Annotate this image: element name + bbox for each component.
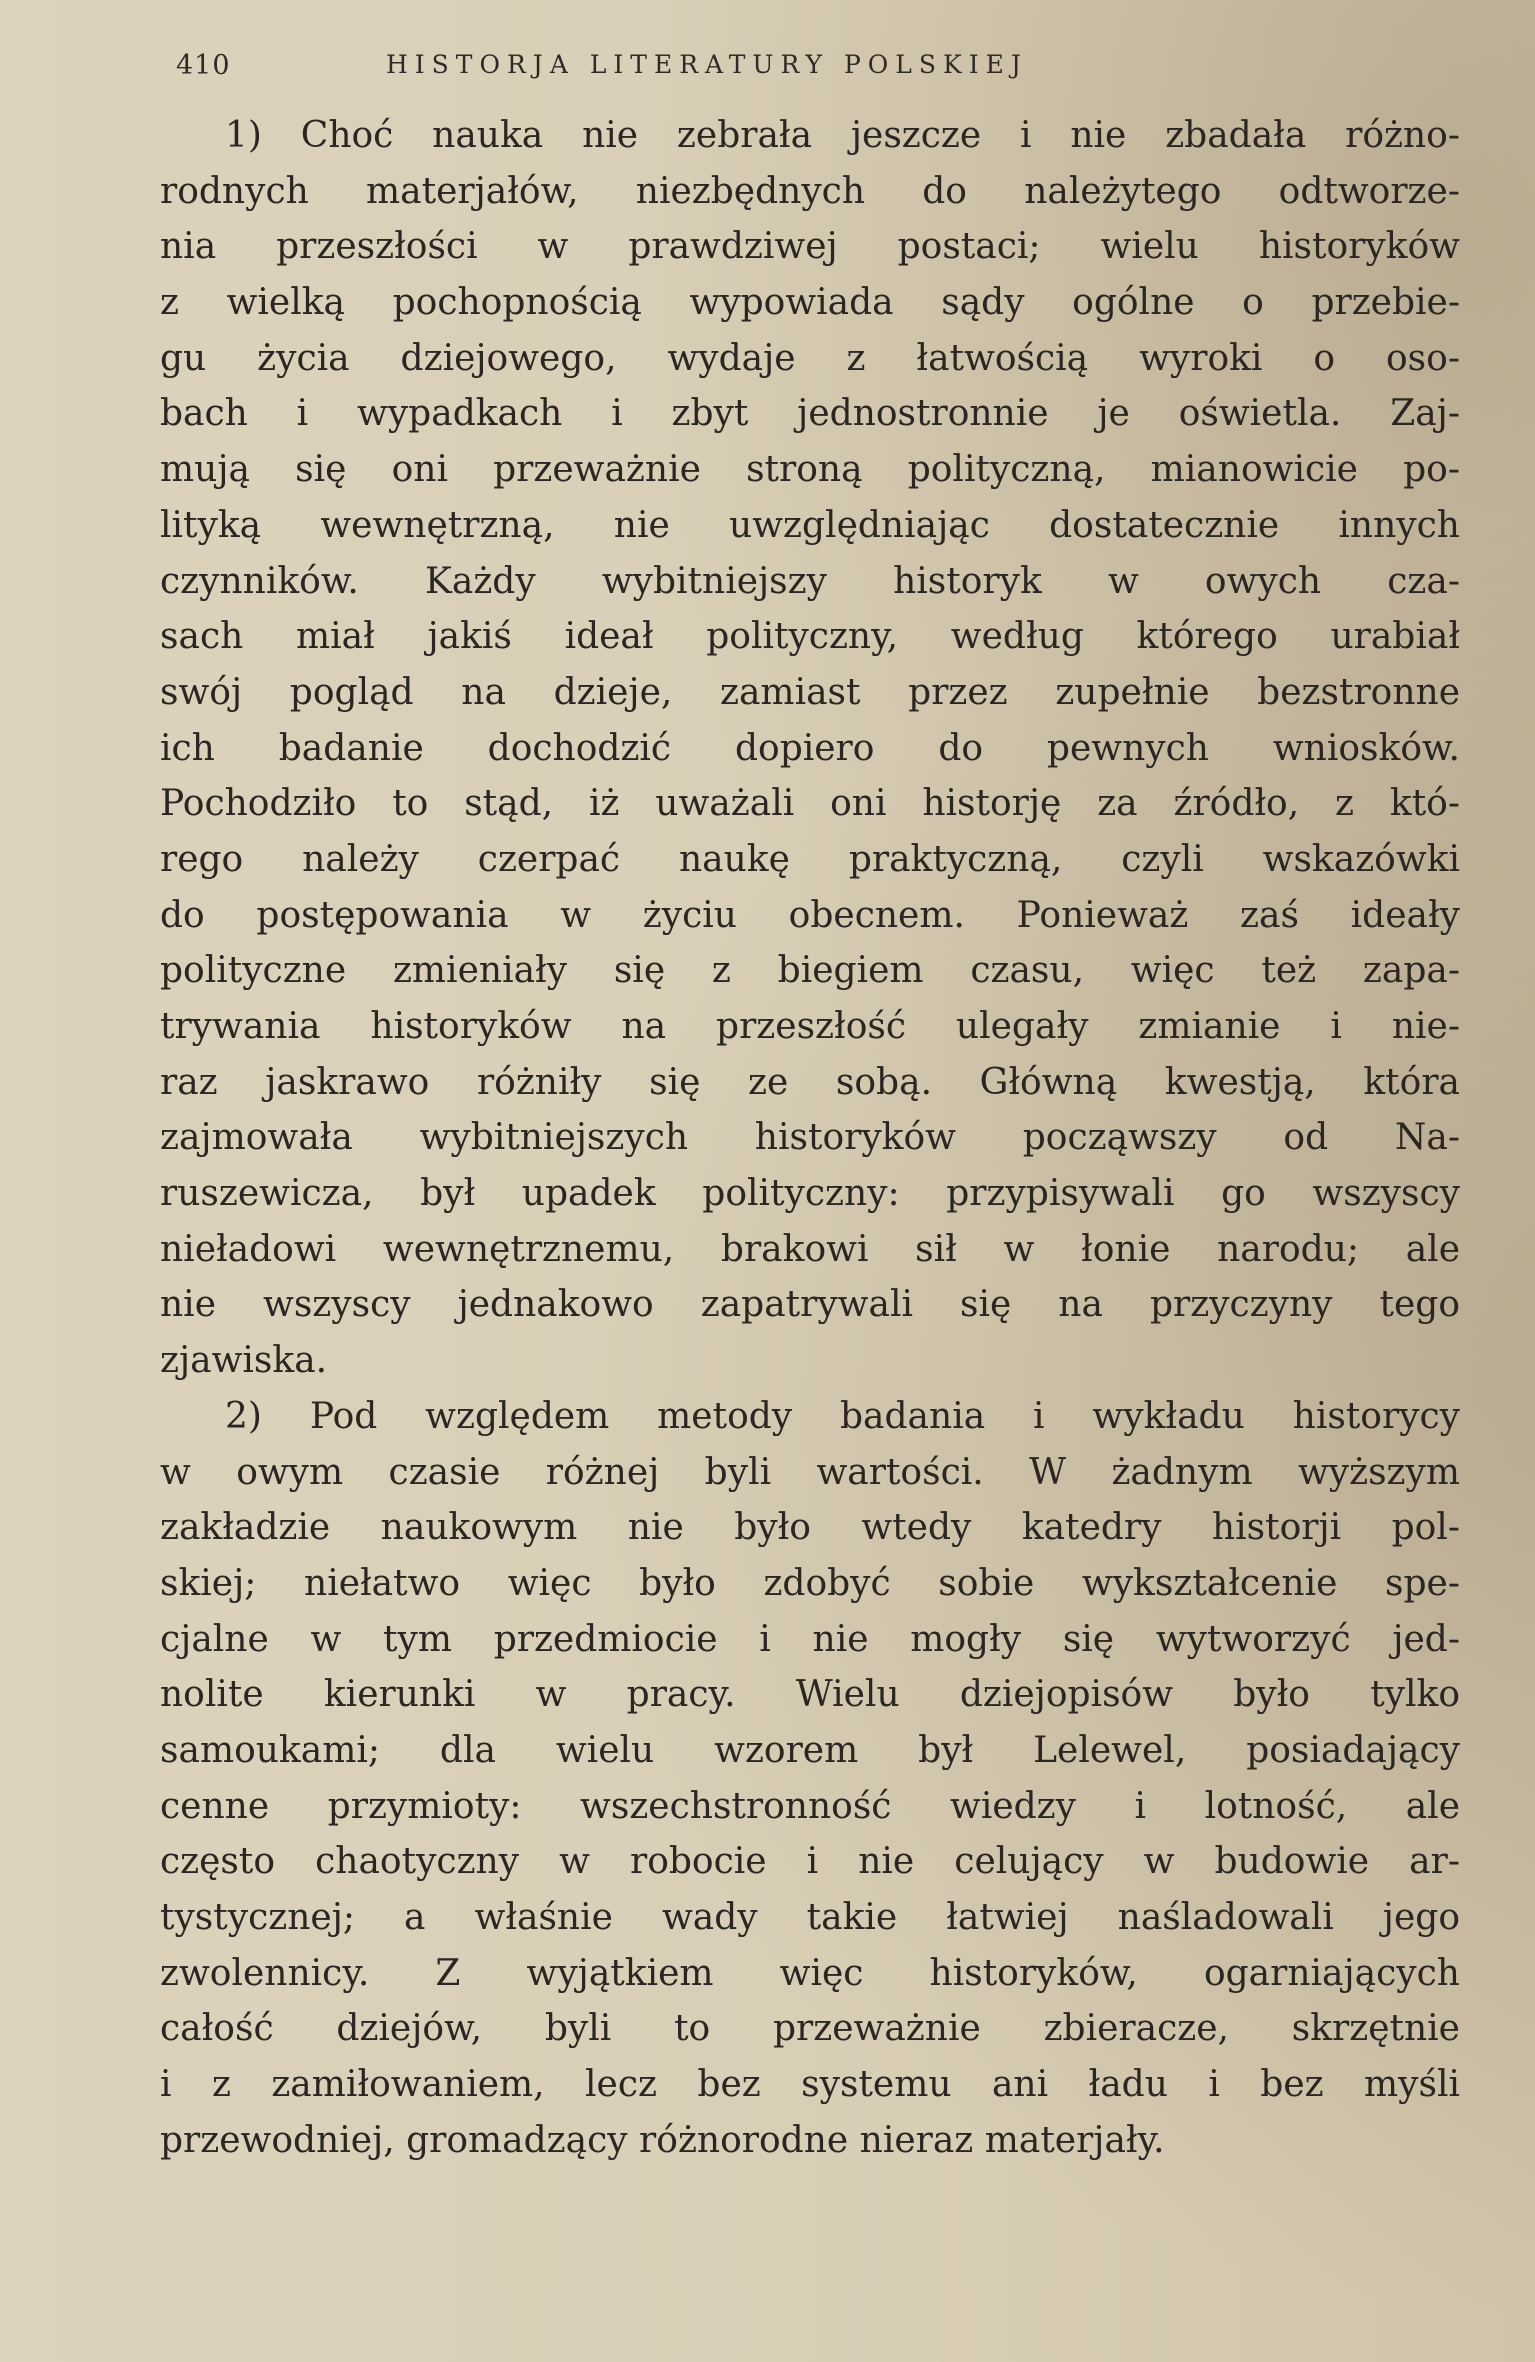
- text-line: polityczne zmieniały się z biegiem czasu, więc też zapa-: [160, 950, 1460, 992]
- text-line: bach i wypadkach i zbyt jednostronnie je oświetla. Zaj-: [160, 393, 1460, 435]
- text-line: zwolennicy. Z wyjątkiem więc historyków, ogarniających: [160, 1952, 1460, 1994]
- text-line: cenne przymioty: wszechstronność wiedzy i lotność, ale: [160, 1785, 1460, 1827]
- text-line: przewodniej, gromadzący różnorodne nieraz materjały.: [160, 2119, 1165, 2161]
- text-line: tystycznej; a właśnie wady takie łatwiej naśladowali jego: [160, 1897, 1460, 1938]
- text-line: sach miał jakiś ideał polityczny, według którego urabiał: [160, 616, 1460, 658]
- text-line: całość dziejów, byli to przeważnie zbieracze, skrzętnie: [160, 2008, 1460, 2050]
- running-title: HISTORJA LITERATURY POLSKIEJ: [386, 50, 1028, 79]
- text-line: do postępowania w życiu obecnem. Ponieważ zaś ideały: [160, 894, 1460, 936]
- text-line: samoukami; dla wielu wzorem był Lelewel, posiadający: [160, 1729, 1460, 1771]
- text-line: i z zamiłowaniem, lecz bez systemu ani ładu i bez myśli: [160, 2064, 1460, 2106]
- text-line: w owym czasie różnej byli wartości. W żadnym wyższym: [160, 1451, 1460, 1493]
- page-header: [176, 50, 1276, 90]
- text-line: nie wszyscy jednakowo zapatrywali się na przyczyny tego: [160, 1284, 1460, 1326]
- text-line: cjalne w tym przedmiocie i nie mogły się wytworzyć jed-: [160, 1618, 1460, 1660]
- text-line: zjawiska.: [160, 1340, 328, 1382]
- text-line: swój pogląd na dzieje, zamiast przez zupełnie bezstronne: [160, 671, 1460, 713]
- text-line: zakładzie naukowym nie było wtedy katedry historji pol-: [160, 1507, 1460, 1549]
- text-line: często chaotyczny w robocie i nie celujący w budowie ar-: [160, 1841, 1460, 1883]
- text-line: skiej; niełatwo więc było zdobyć sobie wykształcenie spe-: [160, 1562, 1460, 1604]
- text-line: gu życia dziejowego, wydaje z łatwością wyroki o oso-: [160, 337, 1460, 379]
- text-line: lityką wewnętrzną, nie uwzględniając dostatecznie innych: [160, 504, 1460, 546]
- text-line: Pochodziło to stąd, iż uważali oni historję za źródło, z któ-: [160, 783, 1460, 825]
- text-line: trywania historyków na przeszłość ulegały zmianie i nie-: [160, 1006, 1460, 1047]
- paragraph: [160, 108, 1460, 1389]
- text-line: nieładowi wewnętrznemu, brakowi sił w łonie narodu; ale: [160, 1228, 1460, 1270]
- text-line: ruszewicza, był upadek polityczny: przypisywali go wszyscy: [160, 1173, 1460, 1215]
- text-line: ich badanie dochodzić dopiero do pewnych wniosków.: [160, 727, 1460, 769]
- page-number: 410: [176, 50, 231, 81]
- text-line: raz jaskrawo różniły się ze sobą. Główną kwestją, która: [160, 1061, 1460, 1103]
- text-line: rego należy czerpać naukę praktyczną, czyli wskazówki: [160, 838, 1460, 880]
- text-line: nolite kierunki w pracy. Wielu dziejopisów było tylko: [160, 1674, 1460, 1716]
- text-line: 1) Choć nauka nie zebrała jeszcze i nie zbadała różno-: [225, 115, 1460, 156]
- text-line: 2) Pod względem metody badania i wykładu historycy: [225, 1395, 1460, 1437]
- text-line: mują się oni przeważnie stroną polityczną, mianowicie po-: [160, 449, 1460, 491]
- body-text: [160, 108, 1460, 2168]
- text-line: czynników. Każdy wybitniejszy historyk w owych cza-: [160, 560, 1460, 602]
- text-line: z wielką pochopnością wypowiada sądy ogólne o przebie-: [160, 282, 1460, 324]
- text-line: zajmowała wybitniejszych historyków począwszy od Na-: [160, 1117, 1460, 1159]
- text-line: rodnych materjałów, niezbędnych do należytego odtworze-: [160, 170, 1460, 212]
- paragraph: [160, 1389, 1460, 2169]
- text-line: nia przeszłości w prawdziwej postaci; wielu historyków: [160, 226, 1460, 268]
